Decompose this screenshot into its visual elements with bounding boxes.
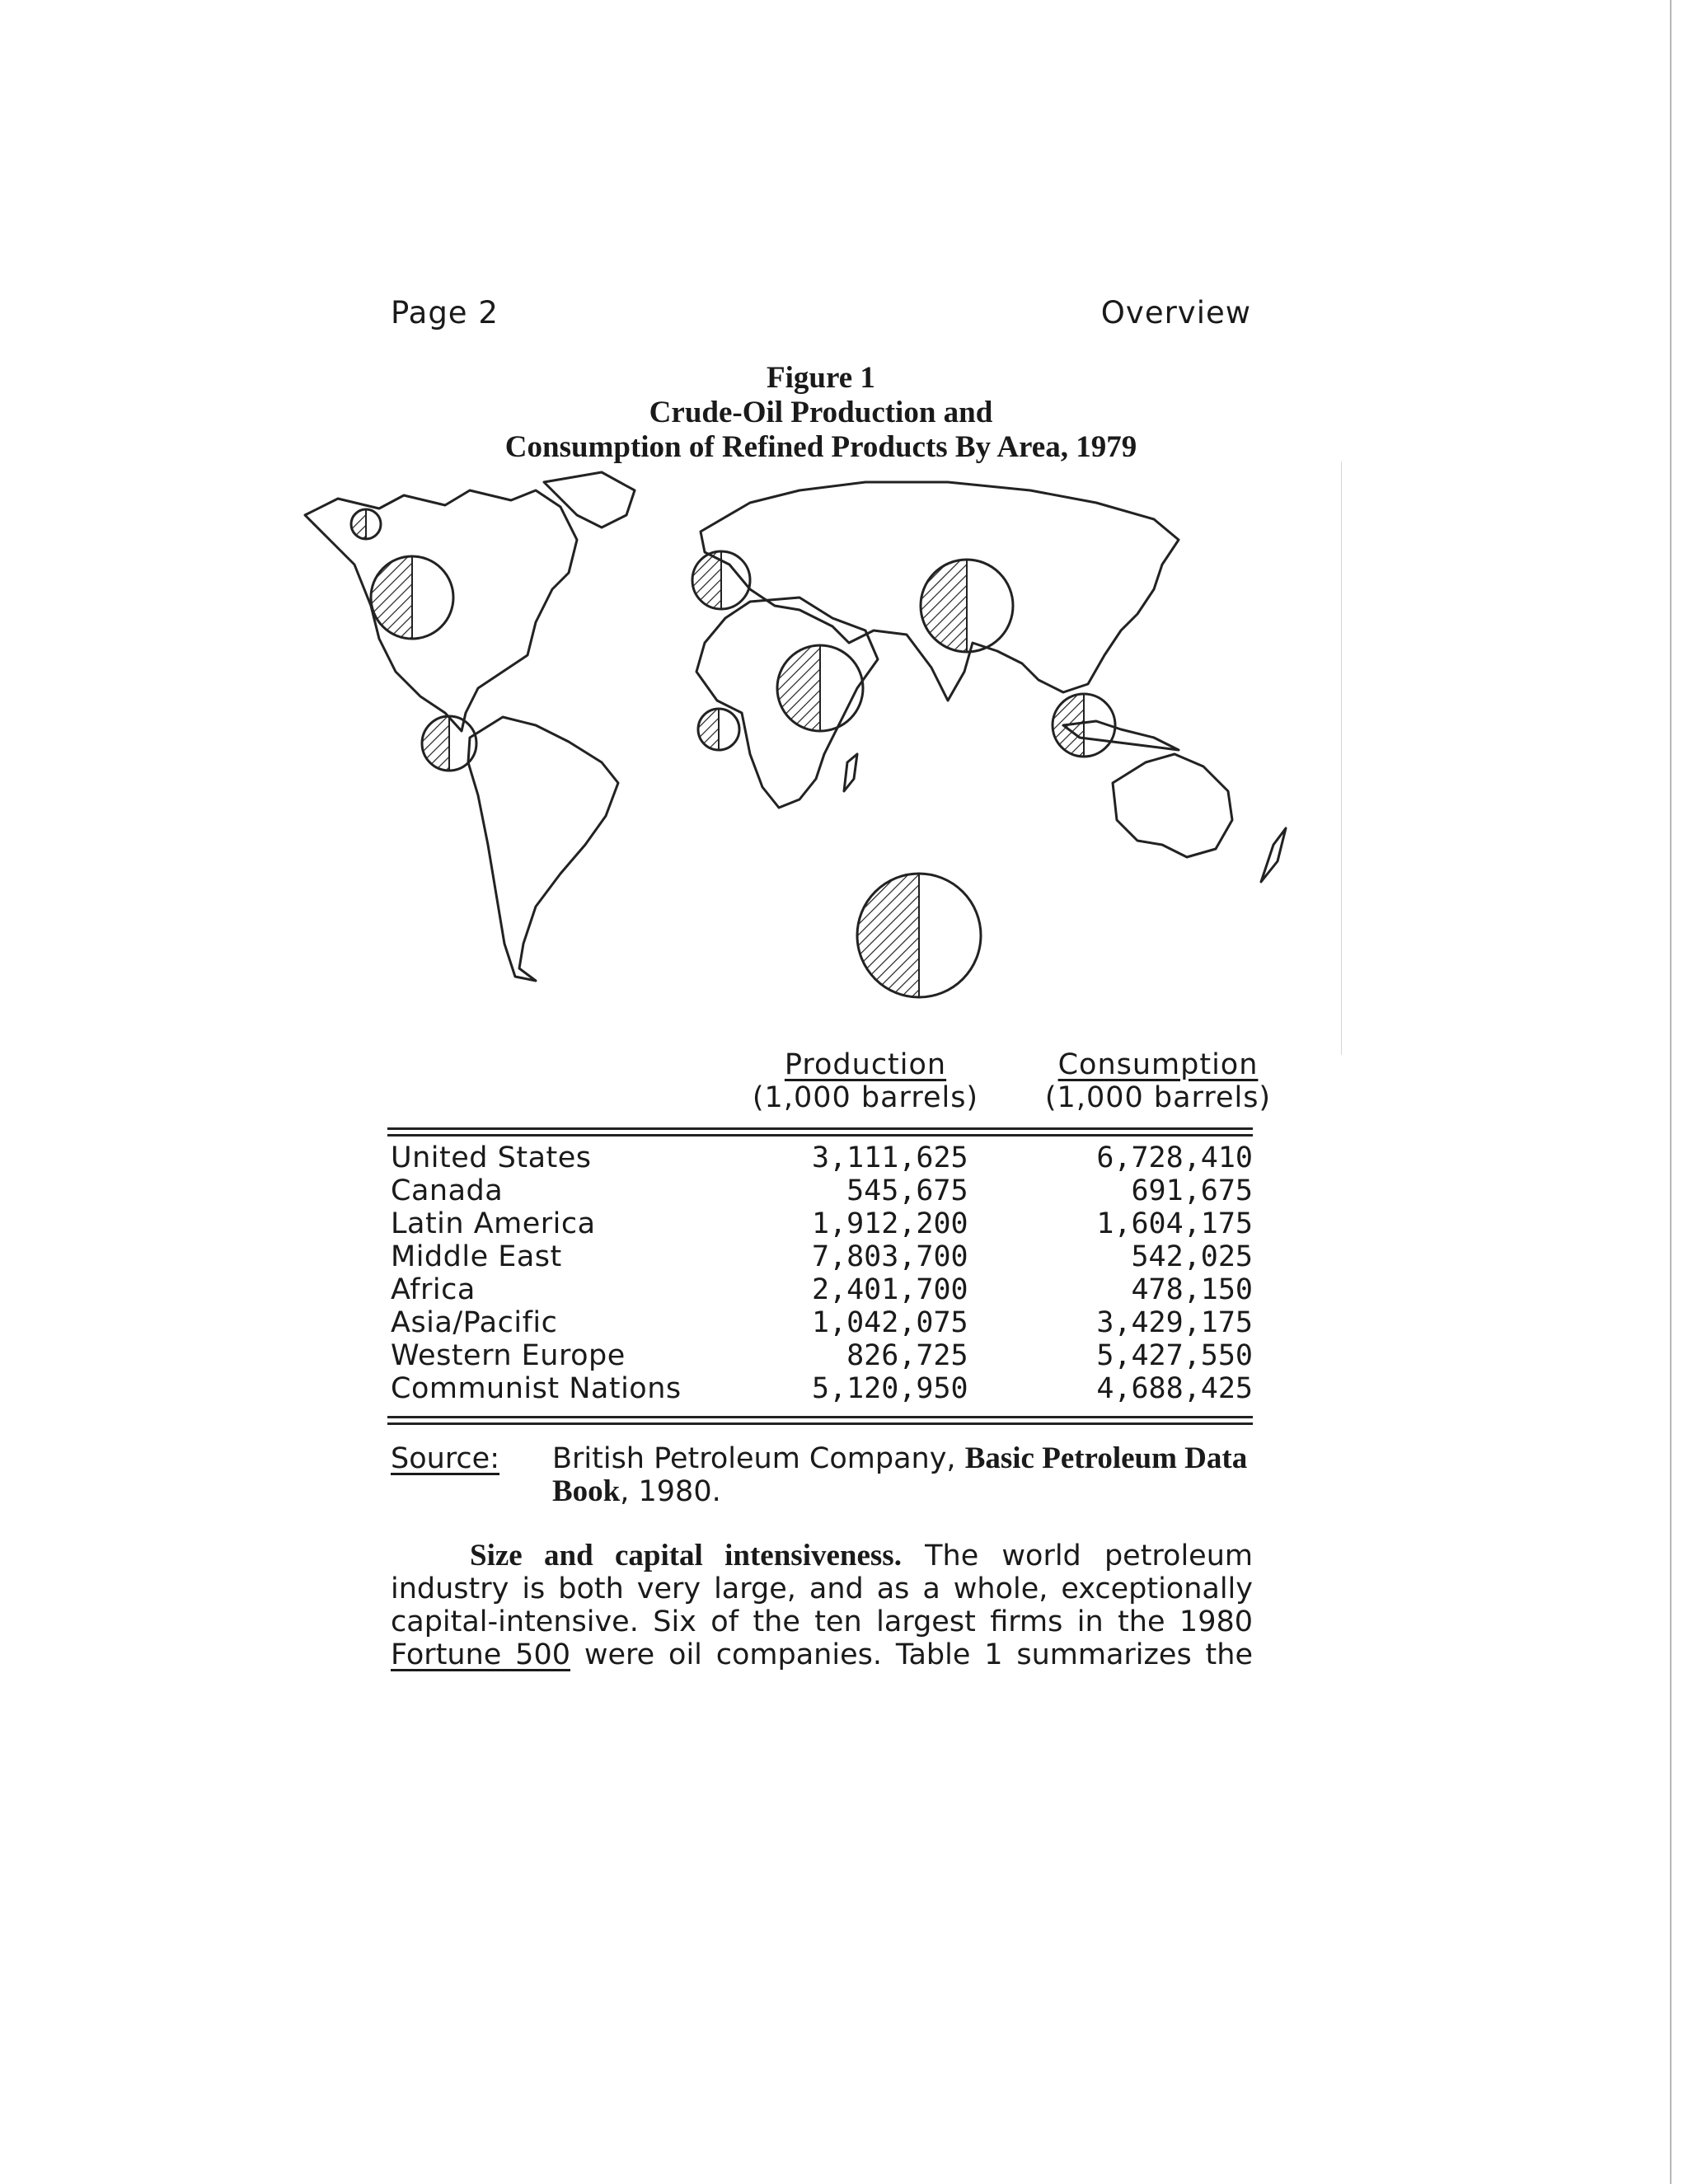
paragraph-text-1: The world petroleum industry is both very large, and as a whole, exceptionally capital-intensive. Six of the ten largest firms in the 1980 (391, 1540, 1253, 1638)
body-paragraph (391, 1540, 1253, 1671)
consumption-cell: 1,604,175 (1096, 1207, 1253, 1240)
production-cell: 7,803,700 (811, 1240, 968, 1273)
source-label: Source: (391, 1442, 500, 1475)
source-year: , 1980. (620, 1475, 721, 1508)
table-row (391, 1174, 1253, 1207)
consumption-cell: 4,688,425 (1096, 1372, 1253, 1405)
pie-communist-nations (921, 560, 1013, 652)
source-citation (552, 1442, 1253, 1508)
figure-title-line-2: Consumption of Refined Products By Area, 1979 (504, 430, 1137, 464)
consumption-column-header (1034, 1048, 1282, 1114)
area-cell: Latin America (391, 1207, 596, 1240)
source-book-title: Basic Petroleum Data Book (552, 1441, 1248, 1508)
area-cell: Asia/Pacific (391, 1306, 558, 1339)
page-number: Page 2 (391, 295, 499, 330)
paragraph-lead: Size and capital intensiveness. (470, 1539, 902, 1572)
area-cell: Africa (391, 1273, 476, 1306)
production-cell: 1,912,200 (811, 1207, 968, 1240)
section-title: Overview (1100, 295, 1251, 330)
consumption-cell: 3,429,175 (1096, 1306, 1253, 1339)
figure-title-line-1: Crude-Oil Production and (649, 396, 993, 429)
table-bottom-rule-2 (387, 1422, 1253, 1425)
scan-edge-faint (1341, 462, 1342, 1055)
area-cell: Communist Nations (391, 1372, 682, 1405)
table-row (391, 1141, 1253, 1174)
madagascar-outline (844, 754, 857, 791)
world-map (288, 466, 1327, 1026)
pie-middle-east (777, 645, 863, 731)
australia-outline (1113, 754, 1232, 857)
consumption-header-label: Consumption (1057, 1048, 1259, 1081)
figure-label: Figure 1 (767, 361, 875, 395)
pie-united-states (371, 556, 453, 639)
table-top-rule-2 (387, 1134, 1253, 1137)
production-cell: 3,111,625 (811, 1141, 968, 1174)
world-map-svg (288, 466, 1327, 1026)
table-row (391, 1339, 1253, 1372)
scan-edge (1670, 0, 1672, 2184)
consumption-cell: 542,025 (1131, 1240, 1253, 1273)
south-america-outline (468, 717, 618, 981)
production-cell: 545,675 (846, 1174, 968, 1207)
production-header-unit: (1,000 barrels) (752, 1081, 979, 1114)
production-cell: 826,725 (846, 1339, 968, 1372)
table-row (391, 1372, 1253, 1405)
pie-canada (351, 509, 381, 539)
consumption-cell: 478,150 (1131, 1273, 1253, 1306)
production-header-label: Production (784, 1048, 947, 1081)
new-zealand-outline (1261, 828, 1286, 882)
pie-africa (698, 709, 739, 750)
pie-charts (351, 509, 1115, 997)
production-cell: 5,120,950 (811, 1372, 968, 1405)
production-column-header (742, 1048, 989, 1114)
source-publisher: British Petroleum Company, (552, 1442, 965, 1475)
pie-world-total (857, 874, 981, 997)
fortune-500-title: Fortune 500 (391, 1638, 570, 1671)
area-cell: United States (391, 1141, 592, 1174)
continent-outlines (305, 472, 1286, 981)
table-row (391, 1207, 1253, 1240)
table-top-rule (387, 1127, 1253, 1130)
table-bottom-rule (387, 1416, 1253, 1418)
production-consumption-table (391, 1141, 1253, 1405)
consumption-header-unit: (1,000 barrels) (1044, 1081, 1272, 1114)
table-row (391, 1306, 1253, 1339)
figure-title (391, 361, 1251, 465)
production-cell: 1,042,075 (811, 1306, 968, 1339)
consumption-cell: 6,728,410 (1096, 1141, 1253, 1174)
consumption-cell: 691,675 (1131, 1174, 1253, 1207)
north-america-outline (305, 490, 577, 731)
greenland-outline (544, 472, 635, 527)
area-cell: Middle East (391, 1240, 562, 1273)
production-cell: 2,401,700 (811, 1273, 968, 1306)
area-cell: Canada (391, 1174, 504, 1207)
table-row (391, 1240, 1253, 1273)
paragraph-text-2: were oil companies. Table 1 summarizes the (570, 1638, 1253, 1671)
area-cell: Western Europe (391, 1339, 626, 1372)
consumption-cell: 5,427,550 (1096, 1339, 1253, 1372)
table-row (391, 1273, 1253, 1306)
